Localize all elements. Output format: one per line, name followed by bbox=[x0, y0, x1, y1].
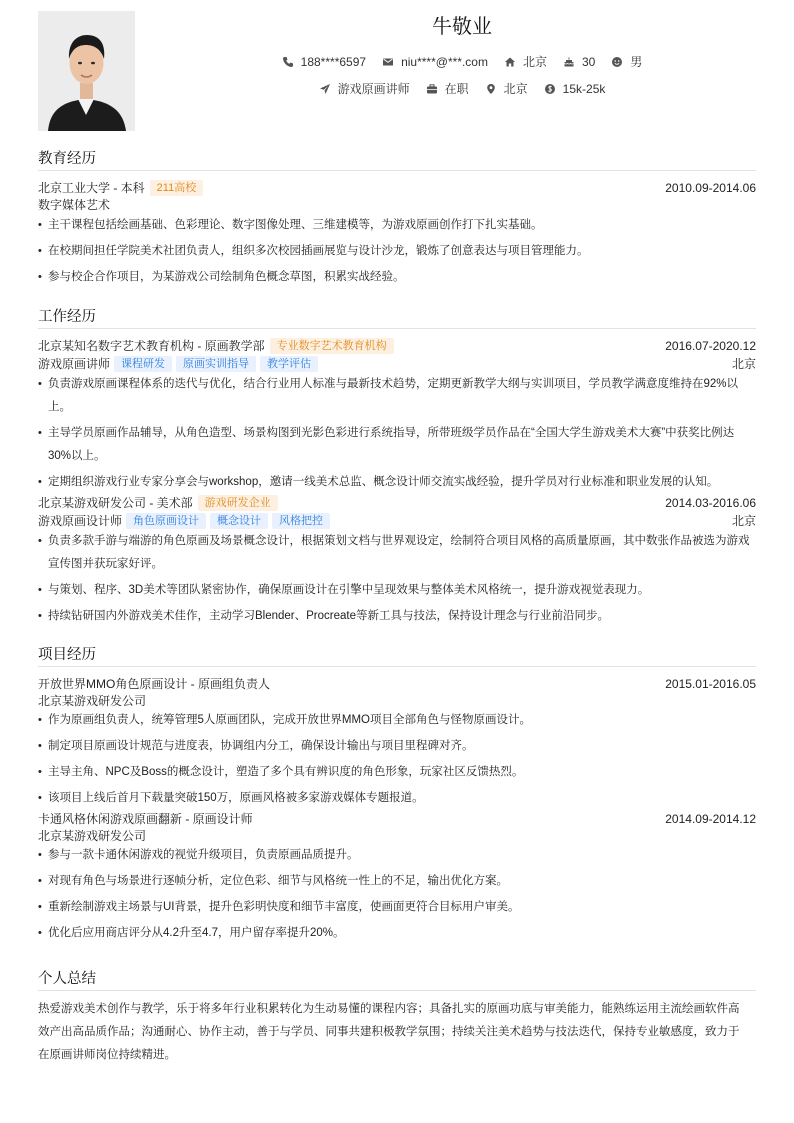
residence-value: 北京 bbox=[522, 55, 547, 69]
cake-icon bbox=[563, 56, 575, 68]
job-intent-row bbox=[168, 80, 756, 97]
project-bullets bbox=[38, 844, 756, 945]
section-title: 项目经历 bbox=[38, 645, 756, 667]
location-pin-icon bbox=[485, 83, 497, 95]
list-item: • 负责多款手游与端游的角色原画及场景概念设计，根据策划文档与世界观设定，绘制符合项目风格的高质量原画，其中数张作品被选为游戏宣传图并获玩家好评。 bbox=[38, 530, 756, 576]
phone-item bbox=[282, 55, 366, 69]
company-tag: 专业数字艺术教育机构 bbox=[270, 338, 394, 354]
target-position-value: 游戏原画讲师 bbox=[337, 82, 410, 96]
briefcase-icon bbox=[426, 83, 438, 95]
profile-photo bbox=[38, 11, 135, 131]
job-date: 2014.03-2016.06 bbox=[665, 496, 756, 510]
skill-tag: 概念设计 bbox=[210, 513, 268, 529]
education-bullets bbox=[38, 214, 756, 289]
list-item: • 参与一款卡通休闲游戏的视觉升级项目，负责原画品质提升。 bbox=[38, 844, 756, 867]
target-city-value: 北京 bbox=[503, 82, 528, 96]
job-date: 2016.07-2020.12 bbox=[665, 339, 756, 353]
project-name: 卡通风格休闲游戏原画翻新 - 原画设计师 bbox=[38, 812, 253, 826]
list-item: • 对现有角色与场景进行逐帧分析，定位色彩、细节与风格统一性上的不足，输出优化方案。 bbox=[38, 870, 756, 893]
section-title: 个人总结 bbox=[38, 969, 756, 991]
project-name: 开放世界MMO角色原画设计 - 原画组负责人 bbox=[38, 677, 270, 691]
list-item: • 作为原画组负责人，统筹管理5人原画团队，完成开放世界MMO项目全部角色与怪物原画设计。 bbox=[38, 709, 756, 732]
gender-item bbox=[611, 53, 642, 70]
project-bullets bbox=[38, 709, 756, 810]
person-avatar-icon bbox=[38, 11, 135, 131]
mail-icon bbox=[382, 56, 394, 68]
skill-tag: 原画实训指导 bbox=[176, 356, 256, 372]
company-tag: 游戏研发企业 bbox=[198, 495, 278, 511]
skill-tag: 风格把控 bbox=[272, 513, 330, 529]
section-title: 教育经历 bbox=[38, 149, 756, 171]
job-city: 北京 bbox=[731, 514, 756, 528]
school-name: 北京工业大学 - 本科 bbox=[38, 181, 145, 195]
list-item: • 与策划、程序、3D美术等团队紧密协作，确保原画设计在引擎中呈现效果与整体美术风格统一，提升游戏视觉表现力。 bbox=[38, 579, 756, 602]
summary-text: 热爱游戏美术创作与教学，乐于将多年行业积累转化为生动易懂的课程内容；具备扎实的原画功底与审美能力，能熟练运用主流绘画软件高效产出高品质作品；沟通耐心、协作主动，善于与学员、同事共建积极教学氛围；持续关注美术趋势与技法迭代，保持专业敏感度，致力于在原画讲师岗位持续精进。 bbox=[38, 1003, 740, 1061]
list-item: • 主导主角、NPC及Boss的概念设计，塑造了多个具有辨识度的角色形象，玩家社区反馈热烈。 bbox=[38, 761, 756, 784]
project-date: 2014.09-2014.12 bbox=[665, 812, 756, 826]
job-position: 游戏原画设计师 bbox=[38, 514, 123, 528]
home-icon bbox=[504, 56, 516, 68]
age-item bbox=[563, 55, 595, 69]
list-item: • 优化后应用商店评分从4.2升至4.7，用户留存率提升20%。 bbox=[38, 922, 756, 945]
salary-value: 15k-25k bbox=[562, 81, 606, 96]
skill-tag: 角色原画设计 bbox=[126, 513, 206, 529]
phone-icon bbox=[282, 56, 294, 68]
email-item bbox=[382, 55, 488, 69]
list-item: • 重新绘制游戏主场景与UI背景，提升色彩明快度和细节丰富度，使画面更符合目标用户审美。 bbox=[38, 896, 756, 919]
company-name: 北京某知名数字艺术教育机构 - 原画教学部 bbox=[38, 339, 265, 353]
major-name: 数字媒体艺术 bbox=[38, 198, 111, 212]
list-item: • 主干课程包括绘画基础、色彩理论、数字图像处理、三维建模等，为游戏原画创作打下扎实基础。 bbox=[38, 214, 756, 237]
project-org: 北京某游戏研发公司 bbox=[38, 829, 147, 843]
job-entry-head bbox=[38, 494, 756, 512]
summary-section bbox=[38, 969, 756, 1067]
job-entry-head bbox=[38, 337, 756, 355]
section-title: 工作经历 bbox=[38, 307, 756, 329]
list-item: • 该项目上线后首月下载量突破150万，原画风格被多家游戏媒体专题报道。 bbox=[38, 787, 756, 810]
project-entry-head bbox=[38, 675, 756, 693]
list-item: • 参与校企合作项目，为某游戏公司绘制角色概念草图，积累实战经验。 bbox=[38, 266, 756, 289]
list-item: • 在校期间担任学院美术社团负责人，组织多次校园插画展览与设计沙龙，锻炼了创意表达与项目管理能力。 bbox=[38, 240, 756, 263]
job-status-item bbox=[426, 80, 469, 97]
job-position: 游戏原画讲师 bbox=[38, 357, 111, 371]
salary-item bbox=[544, 82, 606, 96]
projects-section bbox=[38, 645, 756, 948]
list-item: • 主导学员原画作品辅导，从角色造型、场景构图到光影色彩进行系统指导，所带班级学员作品在“全国大学生游戏美术大赛”中获奖比例达30%以上。 bbox=[38, 422, 756, 468]
job-position-row bbox=[38, 512, 756, 530]
job-bullets bbox=[38, 373, 756, 494]
gender-value: 男 bbox=[630, 55, 643, 69]
project-entry-head bbox=[38, 810, 756, 828]
job-city: 北京 bbox=[731, 357, 756, 371]
company-name: 北京某游戏研发公司 - 美术部 bbox=[38, 496, 193, 510]
work-section bbox=[38, 307, 756, 631]
job-bullets bbox=[38, 530, 756, 628]
project-org: 北京某游戏研发公司 bbox=[38, 694, 147, 708]
job-position-row bbox=[38, 355, 756, 373]
list-item: • 定期组织游戏行业专家分享会与workshop，邀请一线美术总监、概念设计师交流实战经验，提升学员对行业标准和职业发展的认知。 bbox=[38, 471, 756, 494]
skill-tag: 课程研发 bbox=[114, 356, 172, 372]
target-city-item bbox=[485, 80, 528, 97]
school-tag: 211高校 bbox=[150, 180, 204, 196]
send-icon bbox=[319, 83, 331, 95]
target-position-item bbox=[319, 80, 410, 97]
list-item: • 负责游戏原画课程体系的迭代与优化，结合行业用人标准与最新技术趋势，定期更新教学大纲与实训项目，学员教学满意度维持在92%以上。 bbox=[38, 373, 756, 419]
phone-value: 188****6597 bbox=[300, 54, 367, 69]
education-section bbox=[38, 149, 756, 292]
face-icon bbox=[611, 56, 623, 68]
age-value: 30 bbox=[581, 54, 596, 69]
money-icon bbox=[544, 83, 556, 95]
candidate-name: 牛敬业 bbox=[432, 16, 492, 38]
project-date: 2015.01-2016.05 bbox=[665, 677, 756, 691]
list-item: • 制定项目原画设计规范与进度表，协调组内分工，确保设计输出与项目里程碑对齐。 bbox=[38, 735, 756, 758]
residence-item bbox=[504, 53, 547, 70]
education-entry-head bbox=[38, 179, 756, 197]
job-status-value: 在职 bbox=[444, 82, 469, 96]
education-date: 2010.09-2014.06 bbox=[665, 181, 756, 195]
skill-tag: 教学评估 bbox=[260, 356, 318, 372]
email-value: niu****@***.com bbox=[401, 54, 488, 69]
contact-info-row bbox=[168, 53, 756, 70]
list-item: • 持续钻研国内外游戏美术佳作，主动学习Blender、Procreate等新工具与技法，保持设计理念与行业前沿同步。 bbox=[38, 605, 756, 628]
